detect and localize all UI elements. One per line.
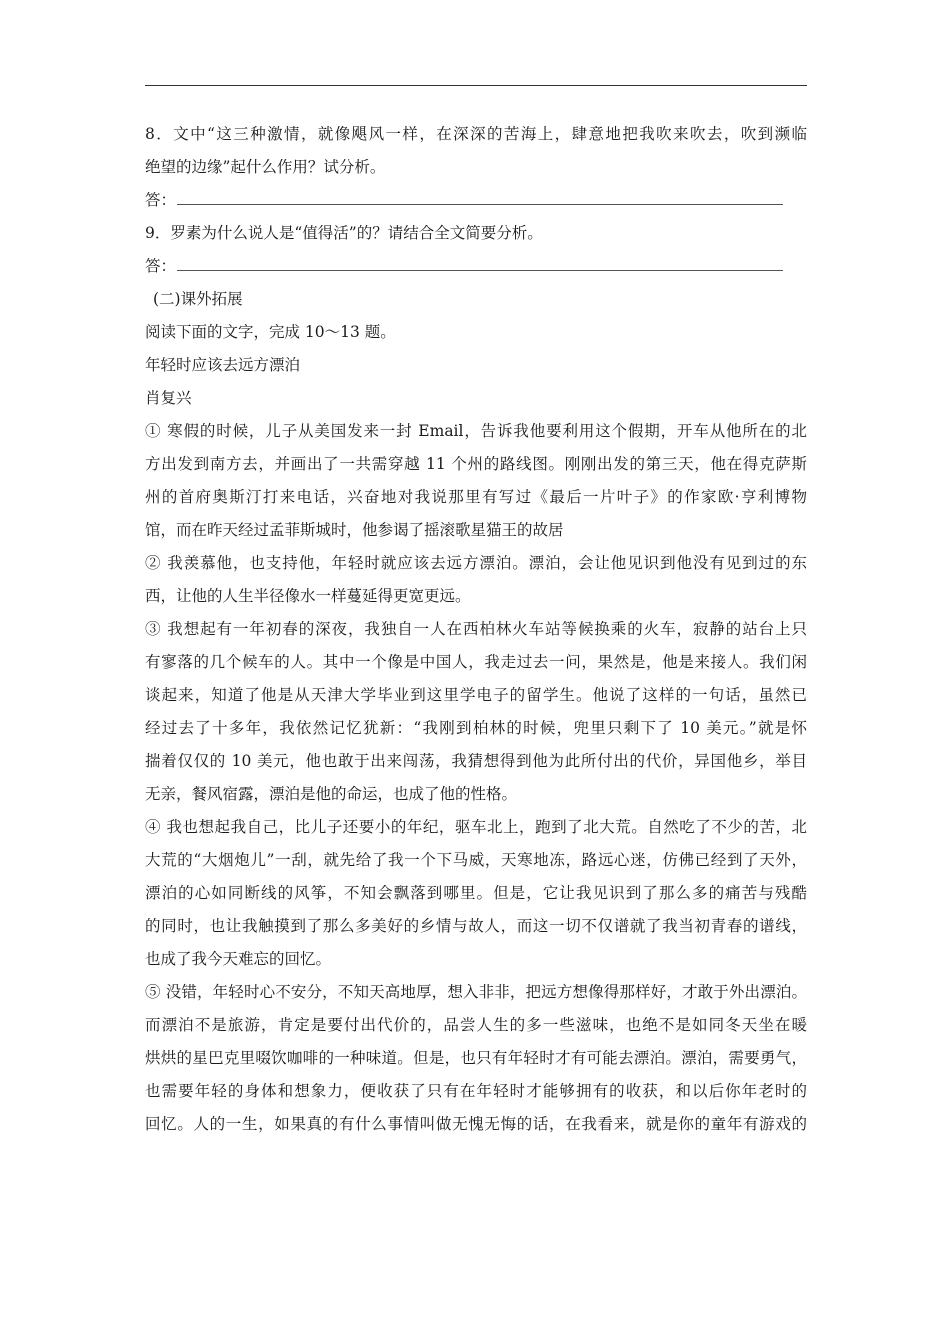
document-body: [145, 118, 807, 1141]
section-heading: (二)课外拓展: [153, 290, 243, 308]
answer-blank-line[interactable]: [177, 204, 783, 205]
question-8-answer[interactable]: [145, 184, 807, 217]
paragraph-line: ① 寒假的时候，儿子从美国发来一封 Email，告诉我他要利用这个假期，开车从他所在的北: [145, 422, 807, 440]
reading-instruction: 阅读下面的文字，完成 10～13 题。: [145, 323, 396, 341]
paragraph-line: 馆，而在昨天经过孟菲斯城时，他参谒了摇滚歌星猫王的故居: [145, 521, 564, 539]
answer-label: 答：: [145, 191, 177, 209]
paragraph-line: ⑤ 没错，年轻时心不安分，不知天高地厚，想入非非，把远方想像得那样好，才敢于外出漂泊。: [145, 983, 807, 1001]
paragraph-line: 有寥落的几个候车的人。其中一个像是中国人，我走过去一问，果然是，他是来接人。我们闲: [145, 653, 807, 671]
article-title: 年轻时应该去远方漂泊: [145, 356, 301, 374]
paragraph-line: 揣着仅仅的 10 美元，他也敢于出来闯荡，我猜想得到他为此所付出的代价，异国他乡，举目: [145, 752, 807, 770]
paragraph-line: 而漂泊不是旅游，肯定是要付出代价的，品尝人生的多一些滋味，也绝不是如同冬天坐在暖: [145, 1016, 807, 1034]
paragraph-line: ② 我羡慕他，也支持他，年轻时就应该去远方漂泊。漂泊，会让他见识到他没有见到过的东: [145, 554, 807, 572]
paragraph-2: [145, 547, 807, 613]
paragraph-line: 也需要年轻的身体和想象力，便收获了只有在年轻时才能够拥有的收获，和以后你年老时的: [145, 1082, 807, 1100]
answer-blank-line[interactable]: [177, 270, 783, 271]
paragraph-line: 方出发到南方去，并画出了一共需穿越 11 个州的路线图。刚刚出发的第三天，他在得克萨斯: [145, 455, 807, 473]
question-9-line-1: 9．罗素为什么说人是“值得活”的？请结合全文简要分析。: [145, 224, 543, 242]
paragraph-line: 烘烘的星巴克里啜饮咖啡的一种味道。但是，也只有年轻时才有可能去漂泊。漂泊，需要勇气，: [145, 1049, 807, 1067]
paragraph-line: 的同时，也让我触摸到了那么多美好的乡情与故人，而这一切不仅谱就了我当初青春的谱线，: [145, 917, 807, 935]
paragraph-line: 无亲，餐风宿露，漂泊是他的命运，也成了他的性格。: [145, 785, 518, 803]
paragraph-3: [145, 613, 807, 811]
paragraph-line: 大荒的“大烟炮儿”一刮，就先给了我一个下马威，天寒地冻，路远心迷，仿佛已经到了天外，: [145, 851, 807, 869]
question-8-line-2: 绝望的边缘”起什么作用？试分析。: [145, 158, 386, 176]
paragraph-line: ③ 我想起有一年初春的深夜，我独自一人在西柏林火车站等候换乘的火车，寂静的站台上只: [145, 620, 807, 638]
paragraph-line: ④ 我也想起我自己，比儿子还要小的年纪，驱车北上，跑到了北大荒。自然吃了不少的苦，北: [145, 818, 807, 836]
paragraph-line: 西，让他的人生半径像水一样蔓延得更宽更远。: [145, 587, 471, 605]
paragraph-line: 经过去了十多年，我依然记忆犹新：“我刚到柏林的时候，兜里只剩下了 10 美元。”就是怀: [145, 719, 807, 737]
paragraph-5: [145, 976, 807, 1141]
article-author: 肖复兴: [145, 389, 192, 407]
question-8-line-1: 8．文中“这三种激情，就像飓风一样，在深深的苦海上，肆意地把我吹来吹去，吹到濒临: [145, 125, 807, 143]
paragraph-line: 也成了我今天难忘的回忆。: [145, 950, 332, 968]
question-9-answer[interactable]: [145, 250, 807, 283]
answer-label: 答：: [145, 257, 177, 275]
paragraph-line: 谈起来，知道了他是从天津大学毕业到这里学电子的留学生。他说了这样的一句话，虽然已: [145, 686, 807, 704]
header-rule: [145, 85, 807, 86]
paragraph-line: 漂泊的心如同断线的风筝，不知会飘落到哪里。但是，它让我见识到了那么多的痛苦与残酷: [145, 884, 807, 902]
paragraph-line: 回忆。人的一生，如果真的有什么事情叫做无愧无悔的话，在我看来，就是你的童年有游戏的: [145, 1115, 807, 1133]
paragraph-line: 州的首府奥斯汀打来电话，兴奋地对我说那里有写过《最后一片叶子》的作家欧·亨利博物: [145, 488, 807, 506]
paragraph-4: [145, 811, 807, 976]
paragraph-1: [145, 415, 807, 547]
